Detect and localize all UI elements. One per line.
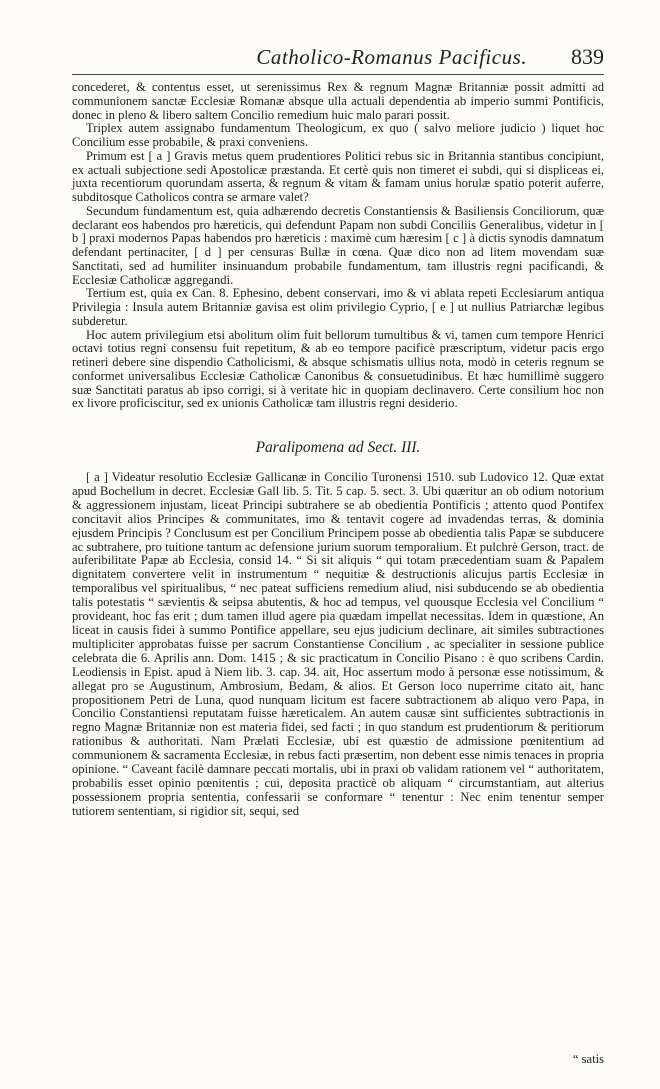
running-head — [72, 44, 604, 75]
page-number: 839 — [571, 44, 604, 69]
paragraph-5: Tertium est, quia ex Can. 8. Ephesino, debent conservari, imo & vi ablata repeti Ecclesiarum antiqua Privilegia : Insula autem Britanniæ gavisa est olim privilegio Cyprio, [ e ] ut nullius Patriarchæ legibus subderetur. — [72, 286, 604, 328]
paragraph-2: Triplex autem assignabo fundamentum Theologicum, ex quo ( salvo meliore judicio ) liquet hoc Concilium esse probabile, & praxi conveniens. — [72, 121, 604, 149]
catchword: “ satis — [572, 1052, 604, 1066]
paragraph-4: Secundum fundamentum est, quia adhærendo decretis Constantiensis & Basiliensis Conciliorum, quæ declarant eos habendos pro hæreticis, qui defendunt Papam non subdi Conciliis Generalibus, videtur in [ b ] praxi modernos Papas habendos pro hæreticis : maximè cum hæresim [ c ] à dictis synodis damnatum defendant pertinaciter, [ d ] per censuras Bullæ in cœna. Quæ dico non ad litem movendam suæ Sanctitati, sed ad humiliter insinuandum probabile fundamentum, tam illustris regni pacificandi, & Ecclesiæ Catholicæ aggregandi. — [72, 203, 604, 287]
section-heading: Paralipomena ad Sect. III. — [255, 439, 421, 456]
note-paragraph-a: [ a ] Videatur resolutio Ecclesiæ Gallicanæ in Concilio Turonensi 1510. sub Ludovico 12. Quæ extat apud Bochellum in decret. Ecclesiæ Gall lib. 5. Tit. 5 cap. 5. sect. 3. Ubi quæritur an ob odium notorium & aggressionem injustam, liceat Principi subtrahere se ab obedientia Pontificis ; attento quod Pontifex concitavit alios Principes & communitates, imo & tentavit cogere ad invadendas terras, & dominia ejusdem Principis ? Conclusum est per Concilium Principem posse ab obedientia talis Papæ se subducere ac subtrahere, pro tuitione tantum ac defensione jurium suorum temporalium. Et pulchrè Gerson, tract. de auferibilitate Papæ ab Ecclesia, consid 14. “ Si sit aliquis “ qui totam præcedentiam suam & Papalem dignitatem convertere velit in instrumentum “ nequitiæ & destructionis alicujus partis Ecclesiæ in temporalibus vel spiritualibus, “ nec pateat sufficiens remedium aliud, nisi subducendo se ab obedientia talis potestatis “ sævientis & seipsa abutentis, & hoc ad tempus, vel quousque Ecclesia vel Concilium “ provideant, hoc fas erit ; dum tamen illud agere pia quædam impellat necessitas. Idem in quæstione, An liceat in causis fidei à summo Pontifice appellare, seu ejus judicium declinare, ait similes subtractiones multipliciter approbatas fuisse per sacrum Constantiense Concilium , ac specialiter in sessione publice celebrata die 6. Aprilis ann. Dom. 1415 ; & sic practicatum in Concilio Pisano : è quo scribens Cardin. Leodiensis in Epist. apud à Niem lib. 3. cap. 34. ait, Hoc assertum modo à personæ esse notissimum, & allegat pro se Augustinum, Ambrosium, Bedam, & alios. Et Gerson loco nuperrime citato ait, hanc propositionem Petri de Luna, quod nunquam licitum est facere subtractionem ab aliquo vero Papa, in Concilio Constantiensi reputatam fuisse hæreticalem. An autem causæ sint sufficientes subtractionis in regno Magnæ Britanniæ non est materia fidei, sed facti ; in quo standum est prudentiorum & peritiorum rationibus & authoritati. Nam Prælati Ecclesiæ, ubi est quæstio de admissione pœnitentium ad communionem & sacramenta Ecclesiæ, in rebus facti præsertim, non debent esse nimis tenaces in propria opinione. “ Caveant facilè damnare peccati mortalis, ubi in praxi ob validam rationem vel “ authoritatem, probabilis esset opinio pœnitentis ; cui, deposita practicè ob aliquam “ circumstantiam, aut alterius possessionem propria sententia, confessarii se conformare “ tenentur : Nec enim tenentur semper tutiorem sententiam, si rigidior sit, sequi, sed — [72, 470, 604, 818]
notes-text — [72, 471, 604, 819]
running-title: Catholico-Romanus Pacificus. — [256, 45, 527, 69]
paragraph-3: Primum est [ a ] Gravis metus quem prudentiores Politici rebus sic in Britannia stantibus concipiunt, ex actuali subjectione sedi Apostolicæ præstanda. Et certè quis non timeret ei subdi, qui si displiceas ei, juxta recentiorum quorundam asserta, & regnum & vitam & famam unius horulæ spatio poterit auferre, subditosque Catholicos contra se armare valet? — [72, 148, 604, 204]
main-text — [72, 81, 604, 411]
paragraph-1: concederet, & contentus esset, ut serenissimus Rex & regnum Magnæ Britanniæ possit admitti ad communionem sanctæ Ecclesiæ Romanæ absque ulla actuali dependentia ab imperio summi Pontificis, donec in pleno & libero saltem Concilio remedium huic malo parari possit. — [72, 80, 604, 122]
paragraph-6: Hoc autem privilegium etsi abolitum olim fuit bellorum tumultibus & vi, tamen cum tempore Henrici octavi totius regni consensu fuit repetitum, & ab eo tempore pacificè præscriptum, videtur pacis ergo retineri debere sine dispendio Catholicismi, & absque schismatis ullius nota, modò in ceteris regnum se conformet universalibus Ecclesiæ Catholicæ Canonibus & consuetudinibus. Et hæc humillimè suggero suæ Sanctitati paratus ab ipso corrigi, si à veritate hic in quopiam declinavero. Certe consilium hoc non ex livore proficiscitur, sed ex unionis Catholicæ tam illustris regni desiderio. — [72, 327, 604, 411]
